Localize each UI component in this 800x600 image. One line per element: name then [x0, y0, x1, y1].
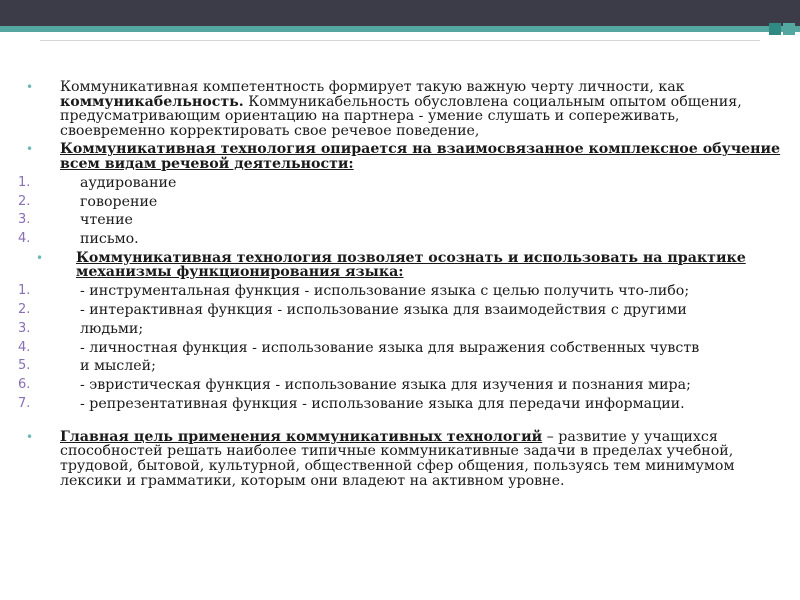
list-item	[18, 359, 782, 374]
list-item	[18, 322, 782, 337]
list-item-text: аудирование	[80, 174, 177, 191]
list-number: 6.	[18, 377, 31, 393]
list-number: 2.	[18, 193, 31, 209]
paragraph-text: Коммуникабельность обусловлена социальным опытом общения, предусматривающим ориентацию на партнера - умение слушать и сопереживать, своевременно корректировать свое речевое поведение,	[60, 93, 742, 139]
paragraph-communicative-competence	[18, 80, 782, 138]
paragraph-text: Коммуникативная компетентность формирует такую важную черту личности, как	[60, 79, 685, 95]
list-number: 3.	[18, 320, 31, 336]
list-item-text: - эвристическая функция - использование языка для изучения и познания мира;	[80, 377, 691, 394]
heading-language-functions	[18, 251, 782, 280]
bullet-icon: •	[36, 250, 44, 265]
language-functions-list	[18, 284, 782, 411]
list-item-text: - репрезентативная функция - использование языка для передачи информации.	[80, 395, 685, 412]
slide-accent-bar	[0, 26, 800, 32]
list-item	[18, 232, 782, 247]
list-item-text: чтение	[80, 212, 133, 229]
list-number: 3.	[18, 212, 31, 228]
list-item	[18, 213, 782, 228]
list-item	[18, 284, 782, 299]
list-item-text: письмо.	[80, 231, 139, 248]
list-item	[18, 176, 782, 191]
bold-term: коммуникабельность.	[60, 93, 244, 110]
list-item-text: говорение	[80, 193, 158, 210]
list-item-text: людьми;	[80, 320, 144, 337]
header-divider	[40, 40, 760, 41]
heading-text: Коммуникативная технология позволяет осознать и использовать на практике механизмы функционирования языка:	[76, 249, 746, 281]
list-item	[18, 341, 782, 356]
list-item-text: - личностная функция - использование языка для выражения собственных чувств	[80, 339, 700, 356]
bullet-icon: •	[26, 429, 34, 444]
slide-top-bar	[0, 0, 800, 26]
goal-text: – развитие у учащихся способностей решать наиболее типичные коммуникативные задачи в пределах учебной, трудовой, бытовой, культурной, общественной сфер общения, пользуясь тем минимумом лексики и грамматики, которым они владеют на активном уровне.	[60, 428, 735, 489]
list-number: 4.	[18, 231, 31, 247]
spacer	[18, 416, 782, 430]
accent-square-1	[769, 23, 781, 35]
paragraph-main-goal	[18, 430, 782, 488]
heading-text: Коммуникативная технология опирается на взаимосвязанное комплексное обучение всем видам речевой деятельности:	[60, 141, 781, 172]
list-item-text: - инструментальная функция - использование языка с целью получить что-либо;	[80, 283, 690, 300]
list-number: 2.	[18, 302, 31, 318]
list-item	[18, 378, 782, 393]
slide-body	[18, 80, 782, 488]
bullet-icon: •	[26, 142, 34, 157]
list-number: 4.	[18, 339, 31, 355]
accent-square-2	[783, 23, 795, 35]
list-number: 1.	[18, 174, 31, 190]
list-item	[18, 303, 782, 318]
list-number: 7.	[18, 395, 31, 411]
list-item-text: и мыслей;	[80, 358, 156, 375]
bullet-icon: •	[26, 80, 34, 94]
list-number: 1.	[18, 283, 31, 299]
heading-technology-basis	[18, 142, 782, 171]
list-item	[18, 195, 782, 210]
list-item-text: - интерактивная функция - использование языка для взаимодействия с другими	[80, 302, 687, 319]
list-item	[18, 397, 782, 412]
list-number: 5.	[18, 358, 31, 374]
goal-heading: Главная цель применения коммуникативных технологий	[60, 428, 543, 445]
speech-activity-list	[18, 176, 782, 247]
